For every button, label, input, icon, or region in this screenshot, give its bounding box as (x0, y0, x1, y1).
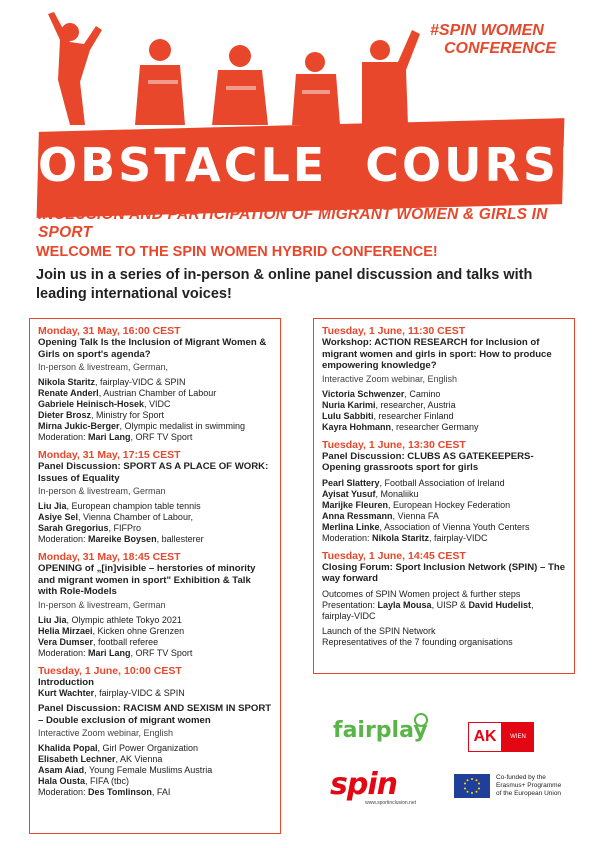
runner-body (135, 65, 185, 125)
schedule-text: , Football Association of Ireland (379, 477, 505, 488)
session-tuesday-1445 (322, 550, 566, 648)
right-schedule-column (313, 318, 575, 674)
schedule-text: Introduction (38, 676, 94, 688)
schedule-text: Des Tomlinson (88, 787, 152, 797)
logo-text: www.sportinclusion.net (365, 800, 416, 806)
schedule-text: , Kicken ohne Grenzen (92, 625, 185, 636)
schedule-line (322, 400, 566, 411)
schedule-text: , Association of Vienna Youth Centers (379, 521, 530, 532)
logo-text: spin (330, 767, 397, 802)
schedule-text: Kayra Hohmann (322, 421, 392, 432)
schedule-text: , Girl Power Organization (97, 743, 199, 753)
schedule-text: David Hudelist (468, 599, 531, 610)
runner-head (149, 39, 171, 61)
logo-text: Erasmus+ Programme (496, 782, 562, 789)
schedule-line (38, 615, 272, 626)
schedule-text: , FAI (151, 787, 171, 797)
schedule-text: Workshop: ACTION RESEARCH for Inclusion of migrant women and girls in sport: How to produce empowering knowledge? (322, 337, 552, 371)
schedule-line (38, 648, 272, 659)
session-tuesday-1130 (322, 325, 566, 433)
schedule-text: Tuesday, 1 June, 13:30 CEST (322, 438, 466, 451)
schedule-text: Merlina Linke (322, 521, 380, 532)
schedule-text: Marijke Fleuren (322, 499, 389, 510)
schedule-text: Mirna Jukic-Berger (38, 421, 120, 431)
schedule-line (38, 743, 272, 754)
schedule-text: Monday, 31 May, 16:00 CEST (38, 325, 181, 337)
schedule-text: , fairplay-VIDC (322, 599, 534, 621)
logo-text: CONFERENCE (444, 40, 557, 57)
schedule-text: Moderation: (38, 647, 89, 658)
logo-text: AK (468, 722, 502, 752)
schedule-text: Renate Anderl (38, 388, 99, 398)
schedule-line (38, 388, 272, 399)
intro-text: Join us in a series of in-person & online panel discussion and talks with leading international voices! (36, 267, 533, 302)
schedule-line (322, 533, 566, 544)
erasmus-eu-logo (454, 772, 584, 802)
schedule-line (38, 776, 272, 787)
schedule-text: , Vienna Chamber of Labour, (78, 512, 193, 522)
schedule-text: Tuesday, 1 June, 11:30 CEST (322, 325, 466, 337)
logo-text: of the European Union (496, 790, 562, 797)
schedule-text: Mari Lang (88, 647, 131, 658)
schedule-text: Moderation: (38, 534, 89, 544)
runner-head (370, 40, 390, 60)
spin-logo (330, 767, 420, 808)
schedule-text: Elisabeth Lechner (38, 754, 116, 764)
schedule-text: Lulu Sabbiti (322, 410, 374, 421)
schedule-text: Nikola Staritz (38, 377, 96, 387)
schedule-text: Interactive Zoom webinar, English (322, 373, 458, 384)
schedule-line (38, 534, 272, 545)
schedule-text: Liu Jia (38, 614, 67, 625)
schedule-text: Ayisat Yusuf (322, 488, 376, 499)
schedule-text: Kurt Wachter (38, 688, 95, 698)
schedule-text: Opening Talk Is the Inclusion of Migrant Women & Girls on sport's agenda? (38, 337, 267, 360)
logo-text: #SPIN WOMEN (430, 22, 544, 39)
schedule-text: Closing Forum: Sport Inclusion Network (SPIN) – The way forward (322, 561, 566, 584)
schedule-text: In-person & livestream, German (38, 486, 166, 496)
logo-text: WIEN (502, 722, 534, 752)
schedule-text: Mareike Boysen (88, 534, 157, 544)
schedule-text: , Vienna FA (392, 510, 439, 521)
schedule-text: Interactive Zoom webinar, English (38, 728, 174, 738)
schedule-text: , European champion table tennis (66, 501, 201, 511)
schedule-line (38, 637, 272, 648)
schedule-text: Moderation: (38, 432, 89, 442)
runner-body (362, 30, 420, 125)
schedule-text: , fairplay-VIDC & SPIN (95, 377, 186, 387)
schedule-text: Nuria Karimi (322, 399, 376, 410)
logo-text: Co-funded by the (496, 774, 546, 781)
schedule-line (38, 399, 272, 410)
schedule-text: , VIDC (144, 399, 171, 409)
schedule-line (322, 511, 566, 522)
schedule-line (322, 422, 566, 433)
event-title: OBSTACLE COURSE (38, 138, 594, 192)
schedule-text: Moderation: (322, 532, 373, 543)
runners-illustration (40, 10, 440, 130)
schedule-text: Moderation: (38, 787, 89, 797)
schedule-text: Pearl Slattery (322, 477, 380, 488)
schedule-line (38, 787, 272, 798)
runner-head (305, 52, 325, 72)
schedule-text: , AK Vienna (115, 754, 163, 764)
schedule-text: , Olympic athlete Tokyo 2021 (66, 614, 182, 625)
schedule-line (38, 626, 272, 637)
runner-body (212, 70, 268, 125)
schedule-text: Panel Discussion: CLUBS AS GATEKEEPERS- Opening grassroots sport for girls (322, 450, 534, 473)
session-monday-1845 (38, 551, 272, 659)
schedule-text: , FIFA (tbc) (85, 776, 130, 786)
session-tuesday-1000 (38, 665, 272, 799)
schedule-text: Panel Discussion: RACISM AND SEXISM IN SPORT – Double exclusion of migrant women (38, 703, 272, 726)
ball-icon (411, 712, 431, 728)
logo-text: fairplay (333, 718, 428, 743)
schedule-text: , ORF TV Sport (130, 432, 193, 442)
schedule-text: Monday, 31 May, 17:15 CEST (38, 449, 181, 461)
schedule-text: In-person & livestream, German, (38, 362, 169, 372)
schedule-line (38, 523, 272, 534)
schedule-text: Monday, 31 May, 18:45 CEST (38, 551, 181, 563)
schedule-text: Nikola Staritz (372, 532, 430, 543)
schedule-line (322, 500, 566, 511)
schedule-text: , ballesterer (156, 534, 204, 544)
schedule-text: , European Hockey Federation (388, 499, 511, 510)
schedule-text: Panel Discussion: SPORT AS A PLACE OF WORK: Issues of Equality (38, 461, 269, 484)
schedule-line (38, 754, 272, 765)
schedule-text: Outcomes of SPIN Women project & further steps (322, 588, 521, 599)
schedule-line (322, 489, 566, 500)
schedule-text: Khalida Popal (38, 743, 98, 753)
schedule-text: Asiye Sel (38, 512, 79, 522)
schedule-line (38, 501, 272, 512)
schedule-text: Launch of the SPIN Network (322, 625, 436, 636)
schedule-line (322, 411, 566, 422)
schedule-text: Tuesday, 1 June, 14:45 CEST (322, 549, 466, 562)
schedule-text: Tuesday, 1 June, 10:00 CEST (38, 664, 182, 677)
schedule-text: Asam Aiad (38, 765, 85, 775)
schedule-text: , football referee (93, 636, 159, 647)
schedule-text: , fairplay-VIDC (429, 532, 488, 543)
schedule-line (38, 765, 272, 776)
schedule-text: , Young Female Muslims Austria (84, 765, 213, 775)
schedule-line (322, 522, 566, 533)
schedule-line (38, 512, 272, 523)
schedule-text: , FIFPro (108, 523, 142, 533)
left-schedule-column (29, 318, 281, 834)
schedule-line (322, 389, 566, 400)
schedule-line (38, 421, 272, 432)
eu-flag-icon (454, 774, 490, 798)
schedule-text: , fairplay-VIDC & SPIN (94, 688, 185, 698)
schedule-line (38, 688, 272, 699)
schedule-text: Layla Mousa (377, 599, 432, 610)
schedule-text: , Austrian Chamber of Labour (98, 388, 217, 398)
schedule-text: Helia Mirzaei (38, 625, 93, 636)
schedule-text: Anna Ressmann (322, 510, 393, 521)
schedule-text: Victoria Schwenzer (322, 388, 405, 399)
ak-wien-logo (468, 722, 534, 752)
session-monday-1600 (38, 325, 272, 443)
session-monday-1715 (38, 449, 272, 545)
schedule-text: , ORF TV Sport (130, 647, 193, 658)
schedule-text: Vera Dumser (38, 636, 94, 647)
session-tuesday-1330 (322, 439, 566, 544)
schedule-text: Liu Jia (38, 501, 67, 511)
schedule-text: Gabriele Heinisch-Hosek (38, 399, 145, 409)
schedule-line (38, 432, 272, 443)
schedule-line (322, 478, 566, 489)
schedule-line (38, 377, 272, 388)
schedule-text: Sarah Gregorius (38, 523, 109, 533)
event-subtitle: INCLUSION AND PARTICIPATION OF MIGRANT WOMEN & GIRLS IN SPORT (38, 206, 548, 241)
schedule-text: In-person & livestream, German (38, 599, 166, 610)
schedule-text: Presentation: (322, 599, 378, 610)
schedule-text: , Olympic medalist in swimming (119, 421, 246, 431)
welcome-heading: WELCOME TO THE SPIN WOMEN HYBRID CONFERENCE! (36, 244, 438, 260)
schedule-text: , Camino (404, 388, 441, 399)
schedule-text: OPENING of „[in]visible – herstories of minority and migrant women in sport" Exhibition & Talk with Role-Models (38, 563, 256, 597)
schedule-text: , researcher Germany (391, 421, 479, 432)
schedule-text: Hala Ousta (38, 776, 86, 786)
schedule-text: , researcher Finland (373, 410, 454, 421)
conference-hashtag (430, 22, 590, 58)
fairplay-logo (333, 718, 443, 752)
schedule-line (38, 410, 272, 421)
runner-head (229, 45, 251, 67)
schedule-text: , Ministry for Sport (91, 410, 165, 420)
schedule-text: , Monaliiku (375, 488, 419, 499)
schedule-text: Mari Lang (88, 432, 131, 442)
schedule-text: Representatives of the 7 founding organisations (322, 636, 513, 647)
runner-body (292, 74, 340, 125)
schedule-text: , researcher, Austria (375, 399, 456, 410)
schedule-text: Dieter Brosz (38, 410, 92, 420)
schedule-text: , UISP & (431, 599, 469, 610)
schedule-line (322, 600, 566, 622)
